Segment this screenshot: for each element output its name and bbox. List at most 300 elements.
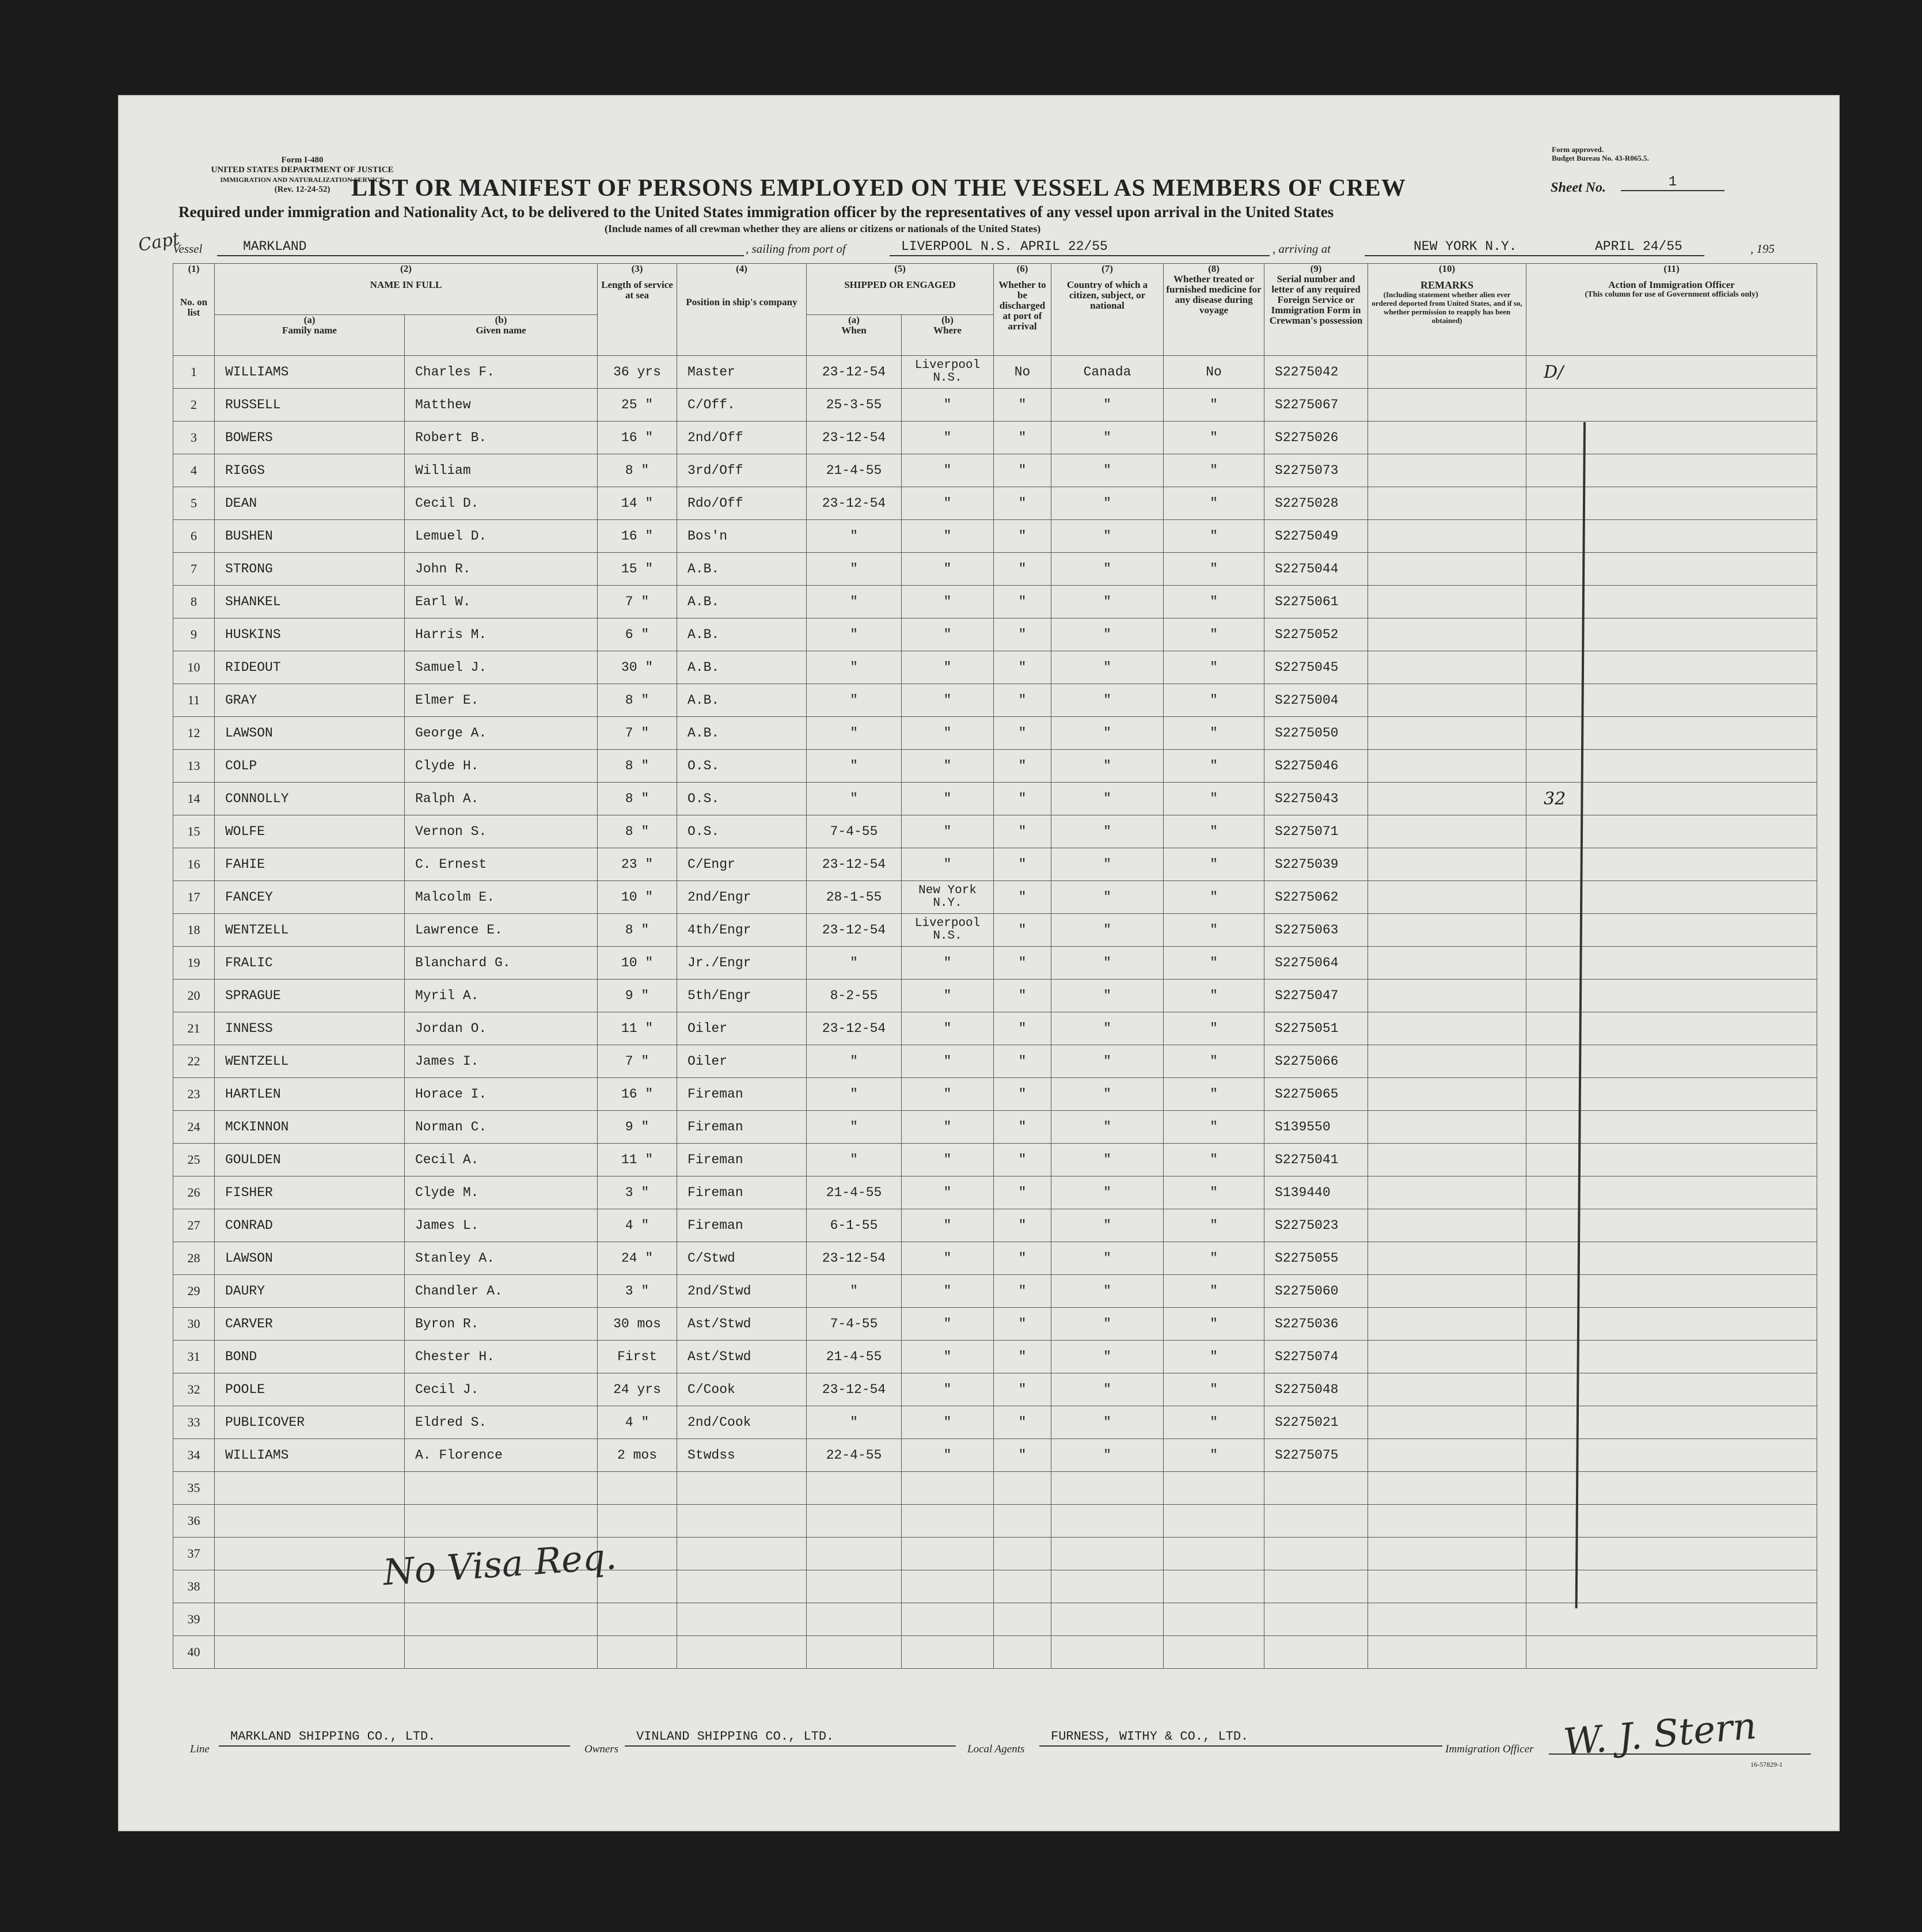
position-cell: O.S. [677, 750, 807, 783]
table-row [173, 618, 1817, 651]
row-number: 24 [173, 1111, 215, 1144]
table-row [173, 1111, 1817, 1144]
officer-action-cell [1526, 454, 1817, 487]
engaged-where-cell: " [902, 389, 994, 422]
remarks-cell [1368, 1012, 1526, 1045]
table-row [173, 1144, 1817, 1176]
treated-cell: " [1164, 848, 1264, 881]
position-cell: 2nd/Cook [677, 1406, 807, 1439]
family-name-cell: WILLIAMS [215, 1439, 405, 1472]
length-of-service-cell: 15 " [598, 553, 677, 586]
engaged-where-cell [902, 1603, 994, 1636]
discharged-cell: " [994, 914, 1051, 947]
length-of-service-cell: 11 " [598, 1144, 677, 1176]
serial-number-cell [1264, 1538, 1368, 1570]
given-name-cell [405, 1472, 598, 1505]
discharged-cell: " [994, 684, 1051, 717]
engaged-where-cell: " [902, 750, 994, 783]
position-cell: Ast/Stwd [677, 1341, 807, 1373]
discharged-cell: " [994, 980, 1051, 1012]
engaged-when-cell: " [807, 1275, 902, 1308]
discharged-cell: " [994, 750, 1051, 783]
country-cell: " [1051, 717, 1164, 750]
engaged-when-cell: 21-4-55 [807, 1341, 902, 1373]
engaged-where-cell [902, 1472, 994, 1505]
engaged-when-cell: 21-4-55 [807, 454, 902, 487]
family-name-cell: CONNOLLY [215, 783, 405, 815]
row-number: 5 [173, 487, 215, 520]
remarks-cell [1368, 815, 1526, 848]
engaged-where-cell: " [902, 783, 994, 815]
table-row [173, 586, 1817, 618]
remarks-cell [1368, 356, 1526, 389]
officer-action-cell: D/ [1526, 356, 1817, 389]
officer-action-cell [1526, 1636, 1817, 1669]
remarks-cell [1368, 1373, 1526, 1406]
discharged-cell [994, 1505, 1051, 1538]
serial-number-cell: S2275046 [1264, 750, 1368, 783]
header-where: (b) Where [902, 315, 994, 356]
owners-label: Owners [584, 1743, 619, 1755]
length-of-service-cell: 9 " [598, 980, 677, 1012]
remarks-cell [1368, 1439, 1526, 1472]
position-cell: O.S. [677, 783, 807, 815]
officer-action-cell [1526, 914, 1817, 947]
position-cell: A.B. [677, 553, 807, 586]
officer-action-cell [1526, 1111, 1817, 1144]
position-cell: A.B. [677, 618, 807, 651]
table-row [173, 848, 1817, 881]
serial-number-cell [1264, 1472, 1368, 1505]
officer-action-cell [1526, 1012, 1817, 1045]
given-name-cell: William [405, 454, 598, 487]
length-of-service-cell: 36 yrs [598, 356, 677, 389]
country-cell: " [1051, 553, 1164, 586]
row-number: 32 [173, 1373, 215, 1406]
discharged-cell: " [994, 454, 1051, 487]
length-of-service-cell: 2 mos [598, 1439, 677, 1472]
engaged-when-cell: 7-4-55 [807, 815, 902, 848]
arriving-at-label: , arriving at [1273, 242, 1331, 256]
discharged-cell: " [994, 947, 1051, 980]
header-discharged: (6) Whether to be discharged at port of arrival [994, 264, 1051, 356]
treated-cell: " [1164, 422, 1264, 454]
remarks-cell [1368, 1603, 1526, 1636]
treated-cell: " [1164, 1078, 1264, 1111]
engaged-when-cell: " [807, 1144, 902, 1176]
engaged-where-cell: " [902, 487, 994, 520]
position-cell: C/Stwd [677, 1242, 807, 1275]
row-number: 16 [173, 848, 215, 881]
given-name-cell [405, 1603, 598, 1636]
serial-number-cell: S2275067 [1264, 389, 1368, 422]
engaged-when-cell: 23-12-54 [807, 422, 902, 454]
engaged-when-cell: " [807, 586, 902, 618]
discharged-cell: " [994, 1406, 1051, 1439]
given-name-cell: Eldred S. [405, 1406, 598, 1439]
treated-cell: " [1164, 1111, 1264, 1144]
row-number: 11 [173, 684, 215, 717]
country-cell: " [1051, 1176, 1164, 1209]
serial-number-cell: S2275060 [1264, 1275, 1368, 1308]
position-cell: 4th/Engr [677, 914, 807, 947]
vessel-label: Vessel [173, 242, 203, 256]
engaged-where-cell: " [902, 1111, 994, 1144]
officer-action-cell [1526, 1144, 1817, 1176]
table-row [173, 717, 1817, 750]
remarks-cell [1368, 651, 1526, 684]
country-cell: " [1051, 980, 1164, 1012]
remarks-cell [1368, 1472, 1526, 1505]
serial-number-cell: S2275042 [1264, 356, 1368, 389]
length-of-service-cell: 10 " [598, 947, 677, 980]
discharged-cell: " [994, 1078, 1051, 1111]
remarks-cell [1368, 1176, 1526, 1209]
remarks-cell [1368, 717, 1526, 750]
engaged-when-cell: 28-1-55 [807, 881, 902, 914]
engaged-when-cell: 23-12-54 [807, 1373, 902, 1406]
country-cell: " [1051, 1341, 1164, 1373]
position-cell: A.B. [677, 651, 807, 684]
engaged-when-cell: " [807, 553, 902, 586]
serial-number-cell: S2275063 [1264, 914, 1368, 947]
page-title: LIST OR MANIFEST OF PERSONS EMPLOYED ON THE VESSEL AS MEMBERS OF CREW [351, 175, 1406, 202]
engaged-when-cell: 7-4-55 [807, 1308, 902, 1341]
position-cell: Stwdss [677, 1439, 807, 1472]
header-name-in-full: (2) NAME IN FULL [215, 264, 598, 315]
length-of-service-cell: 16 " [598, 520, 677, 553]
officer-action-cell [1526, 422, 1817, 454]
table-row [173, 783, 1817, 815]
table-row [173, 1078, 1817, 1111]
remarks-cell [1368, 389, 1526, 422]
family-name-cell: HARTLEN [215, 1078, 405, 1111]
officer-action-cell: 32 [1526, 783, 1817, 815]
length-of-service-cell: 24 yrs [598, 1373, 677, 1406]
discharged-cell: " [994, 651, 1051, 684]
position-cell [677, 1538, 807, 1570]
given-name-cell: James L. [405, 1209, 598, 1242]
local-agents-label: Local Agents [967, 1743, 1025, 1755]
length-of-service-cell: 23 " [598, 848, 677, 881]
header-no-on-list: (1) No. on list [173, 264, 215, 356]
handwritten-no-visa-note: No Visa Req. [381, 1535, 618, 1594]
given-name-cell: Clyde M. [405, 1176, 598, 1209]
position-cell: C/Off. [677, 389, 807, 422]
family-name-cell: WENTZELL [215, 914, 405, 947]
given-name-cell: John R. [405, 553, 598, 586]
table-row [173, 389, 1817, 422]
country-cell: " [1051, 1242, 1164, 1275]
remarks-cell [1368, 487, 1526, 520]
engaged-when-cell [807, 1603, 902, 1636]
arriving-at-port: NEW YORK N.Y. [1365, 239, 1704, 256]
engaged-where-cell: " [902, 553, 994, 586]
family-name-cell: INNESS [215, 1012, 405, 1045]
serial-number-cell: S2275045 [1264, 651, 1368, 684]
row-number: 25 [173, 1144, 215, 1176]
country-cell [1051, 1603, 1164, 1636]
remarks-cell [1368, 1275, 1526, 1308]
remarks-cell [1368, 947, 1526, 980]
remarks-cell [1368, 422, 1526, 454]
officer-action-cell [1526, 1176, 1817, 1209]
remarks-cell [1368, 1308, 1526, 1341]
discharged-cell [994, 1472, 1051, 1505]
discharged-cell: " [994, 1373, 1051, 1406]
remarks-cell [1368, 848, 1526, 881]
crew-rows [173, 356, 1817, 1669]
discharged-cell: " [994, 422, 1051, 454]
family-name-cell: LAWSON [215, 1242, 405, 1275]
table-row [173, 1012, 1817, 1045]
header-country: (7) Country of which a citizen, subject, or national [1051, 264, 1164, 356]
remarks-cell [1368, 1406, 1526, 1439]
given-name-cell: Myril A. [405, 980, 598, 1012]
position-cell: 5th/Engr [677, 980, 807, 1012]
given-name-cell [405, 1636, 598, 1669]
remarks-cell [1368, 553, 1526, 586]
family-name-cell: WOLFE [215, 815, 405, 848]
engaged-where-cell: " [902, 1308, 994, 1341]
position-cell: Rdo/Off [677, 487, 807, 520]
position-cell [677, 1570, 807, 1603]
position-cell [677, 1603, 807, 1636]
discharged-cell: No [994, 356, 1051, 389]
engaged-when-cell: 6-1-55 [807, 1209, 902, 1242]
engaged-where-cell: " [902, 1012, 994, 1045]
row-number: 38 [173, 1570, 215, 1603]
remarks-cell [1368, 980, 1526, 1012]
engaged-when-cell: " [807, 1406, 902, 1439]
treated-cell: " [1164, 684, 1264, 717]
row-number: 14 [173, 783, 215, 815]
given-name-cell: Horace I. [405, 1078, 598, 1111]
serial-number-cell: S2275074 [1264, 1341, 1368, 1373]
remarks-cell [1368, 1505, 1526, 1538]
family-name-cell: FANCEY [215, 881, 405, 914]
discharged-cell: " [994, 1144, 1051, 1176]
length-of-service-cell: 24 " [598, 1242, 677, 1275]
family-name-cell: FISHER [215, 1176, 405, 1209]
family-name-cell: SHANKEL [215, 586, 405, 618]
position-cell [677, 1472, 807, 1505]
length-of-service-cell: 8 " [598, 783, 677, 815]
given-name-cell: Cecil D. [405, 487, 598, 520]
serial-number-cell: S2275062 [1264, 881, 1368, 914]
engaged-when-cell: 23-12-54 [807, 848, 902, 881]
discharged-cell: " [994, 881, 1051, 914]
country-cell: " [1051, 422, 1164, 454]
remarks-cell [1368, 783, 1526, 815]
form-number: Form I-480 [281, 155, 324, 165]
table-row [173, 1439, 1817, 1472]
family-name-cell [215, 1603, 405, 1636]
treated-cell: " [1164, 1012, 1264, 1045]
given-name-cell: George A. [405, 717, 598, 750]
engaged-when-cell: 23-12-54 [807, 356, 902, 389]
officer-action-cell [1526, 618, 1817, 651]
family-name-cell: GRAY [215, 684, 405, 717]
discharged-cell: " [994, 1242, 1051, 1275]
given-name-cell: Norman C. [405, 1111, 598, 1144]
engaged-when-cell: 23-12-54 [807, 914, 902, 947]
sheet-number-value: 1 [1621, 174, 1725, 191]
engaged-where-cell: " [902, 1209, 994, 1242]
position-cell: 2nd/Off [677, 422, 807, 454]
row-number: 28 [173, 1242, 215, 1275]
table-row [173, 1406, 1817, 1439]
treated-cell [1164, 1472, 1264, 1505]
length-of-service-cell: 16 " [598, 422, 677, 454]
treated-cell: " [1164, 389, 1264, 422]
engaged-when-cell: " [807, 1045, 902, 1078]
position-cell: C/Engr [677, 848, 807, 881]
family-name-cell: HUSKINS [215, 618, 405, 651]
discharged-cell: " [994, 783, 1051, 815]
discharged-cell: " [994, 717, 1051, 750]
discharged-cell: " [994, 520, 1051, 553]
row-number: 27 [173, 1209, 215, 1242]
country-cell: " [1051, 1078, 1164, 1111]
engaged-where-cell [902, 1505, 994, 1538]
line-value: MARKLAND SHIPPING CO., LTD. [219, 1729, 570, 1747]
row-number: 7 [173, 553, 215, 586]
table-row [173, 553, 1817, 586]
officer-action-cell [1526, 1603, 1817, 1636]
owners-value: VINLAND SHIPPING CO., LTD. [625, 1729, 956, 1747]
row-number: 3 [173, 422, 215, 454]
officer-action-cell [1526, 389, 1817, 422]
serial-number-cell [1264, 1636, 1368, 1669]
row-number: 37 [173, 1538, 215, 1570]
country-cell: " [1051, 947, 1164, 980]
serial-number-cell: S139440 [1264, 1176, 1368, 1209]
table-row [173, 1209, 1817, 1242]
country-cell: " [1051, 848, 1164, 881]
engaged-where-cell: " [902, 422, 994, 454]
family-name-cell: LAWSON [215, 717, 405, 750]
remarks-cell [1368, 1242, 1526, 1275]
officer-action-cell [1526, 1373, 1817, 1406]
treated-cell: " [1164, 1373, 1264, 1406]
engaged-where-cell [902, 1570, 994, 1603]
position-cell: Fireman [677, 1111, 807, 1144]
header-when: (a) When [807, 315, 902, 356]
country-cell: " [1051, 651, 1164, 684]
country-cell: " [1051, 618, 1164, 651]
remarks-cell [1368, 454, 1526, 487]
discharged-cell: " [994, 1308, 1051, 1341]
table-row [173, 881, 1817, 914]
discharged-cell: " [994, 389, 1051, 422]
position-cell: A.B. [677, 684, 807, 717]
officer-action-cell [1526, 1570, 1817, 1603]
row-number: 26 [173, 1176, 215, 1209]
given-name-cell: A. Florence [405, 1439, 598, 1472]
header-family-name: (a) Family name [215, 315, 405, 356]
country-cell: " [1051, 881, 1164, 914]
row-number: 13 [173, 750, 215, 783]
officer-action-cell [1526, 848, 1817, 881]
engaged-when-cell: 22-4-55 [807, 1439, 902, 1472]
officer-action-cell [1526, 553, 1817, 586]
engaged-where-cell: " [902, 815, 994, 848]
header-shipped-or-engaged: (5) SHIPPED OR ENGAGED [807, 264, 994, 315]
discharged-cell: " [994, 848, 1051, 881]
officer-action-cell [1526, 1472, 1817, 1505]
officer-action-cell [1526, 520, 1817, 553]
given-name-cell: Blanchard G. [405, 947, 598, 980]
country-cell: " [1051, 1406, 1164, 1439]
remarks-cell [1368, 1209, 1526, 1242]
given-name-cell: C. Ernest [405, 848, 598, 881]
given-name-cell [405, 1505, 598, 1538]
crew-manifest-table [173, 263, 1817, 1669]
remarks-cell [1368, 1045, 1526, 1078]
position-cell: 3rd/Off [677, 454, 807, 487]
table-row [173, 1242, 1817, 1275]
officer-action-cell [1526, 1209, 1817, 1242]
header-action-of-officer: (11) Action of Immigration Officer (This column for use of Government officials only) [1526, 264, 1817, 356]
engaged-where-cell [902, 1636, 994, 1669]
officer-action-cell [1526, 1538, 1817, 1570]
treated-cell: " [1164, 618, 1264, 651]
engaged-where-cell [902, 1538, 994, 1570]
country-cell: " [1051, 1439, 1164, 1472]
engaged-when-cell: 8-2-55 [807, 980, 902, 1012]
treated-cell: " [1164, 1242, 1264, 1275]
year-suffix: , 195 [1750, 242, 1775, 256]
engaged-when-cell [807, 1472, 902, 1505]
length-of-service-cell: 10 " [598, 881, 677, 914]
position-cell [677, 1636, 807, 1669]
row-number: 33 [173, 1406, 215, 1439]
length-of-service-cell [598, 1636, 677, 1669]
discharged-cell: " [994, 1111, 1051, 1144]
engaged-where-cell: " [902, 1341, 994, 1373]
form-approval [1552, 145, 1684, 162]
discharged-cell: " [994, 815, 1051, 848]
given-name-cell: Elmer E. [405, 684, 598, 717]
treated-cell: " [1164, 1439, 1264, 1472]
engaged-when-cell: " [807, 717, 902, 750]
table-row [173, 1472, 1817, 1505]
treated-cell: " [1164, 651, 1264, 684]
engaged-when-cell: " [807, 947, 902, 980]
engaged-where-cell: " [902, 651, 994, 684]
header-remarks: (10) REMARKS (Including statement whether alien ever ordered deported from United States, and if so, whether permission to reapply has been obtained) [1368, 264, 1526, 356]
row-number: 10 [173, 651, 215, 684]
serial-number-cell: S2275044 [1264, 553, 1368, 586]
line-label: Line [190, 1743, 210, 1755]
table-row [173, 815, 1817, 848]
remarks-cell [1368, 684, 1526, 717]
family-name-cell: COLP [215, 750, 405, 783]
officer-action-cell [1526, 881, 1817, 914]
family-name-cell: CARVER [215, 1308, 405, 1341]
length-of-service-cell: 30 mos [598, 1308, 677, 1341]
length-of-service-cell: 8 " [598, 914, 677, 947]
table-row [173, 520, 1817, 553]
remarks-cell [1368, 1078, 1526, 1111]
length-of-service-cell: 8 " [598, 454, 677, 487]
family-name-cell: CONRAD [215, 1209, 405, 1242]
engaged-where-cell: " [902, 980, 994, 1012]
table-row [173, 947, 1817, 980]
length-of-service-cell: 8 " [598, 815, 677, 848]
treated-cell: " [1164, 750, 1264, 783]
